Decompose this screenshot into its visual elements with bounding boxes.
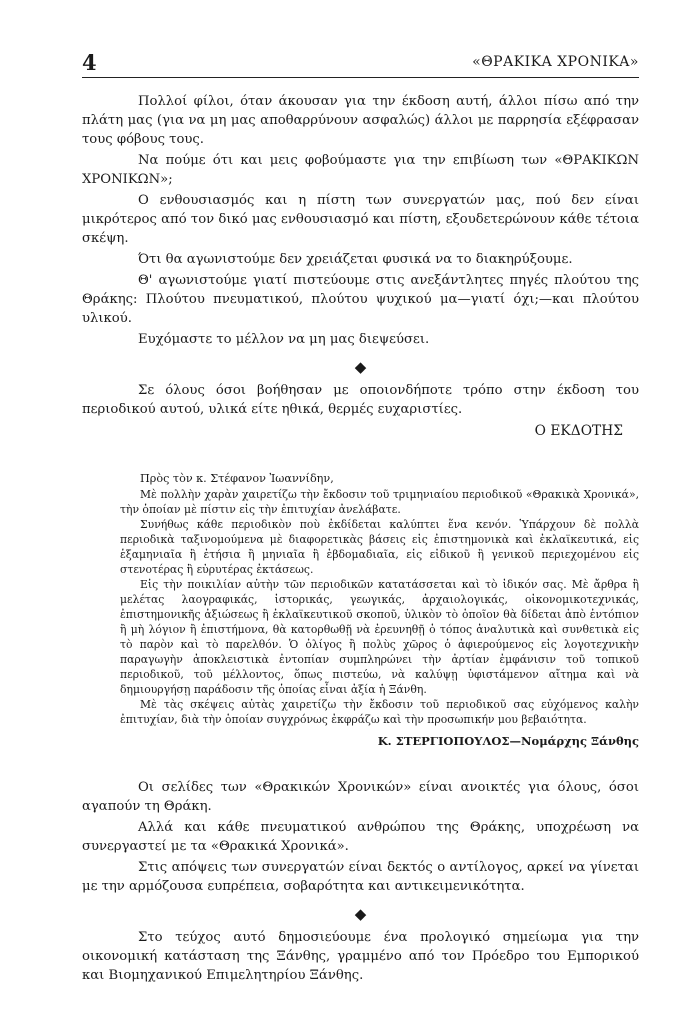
intro-paragraph: Πολλοί φίλοι, όταν άκουσαν για την έκδοση αυτή, άλλοι πίσω από την πλάτη μας (για να μη μας αποθαρρύνουν ασφαλώς) άλλοι με παρρησία εξέφρασαν τους φόβους τους. — [82, 94, 639, 147]
header-rule — [82, 77, 639, 78]
prefect-letter — [82, 471, 639, 748]
intro-paragraph: Ευχόμαστε το μέλλον να μη μας διεψεύσει. — [138, 332, 430, 347]
closing-paragraph: Στο τεύχος αυτό δημοσιεύουμε ένα προλογικό σημείωμα για την οικονομική κατάσταση της Ξάνθης, γραμμένο από τον Πρόεδρο του Εμπορικού και Βιομηχανικού Επιμελητηρίου Ξάνθης. — [82, 930, 639, 983]
letter-salutation: Πρὸς τὸν κ. Στέφανον Ἰωαννίδην, — [140, 472, 334, 485]
letter-paragraph: Μὲ πολλὴν χαρὰν χαιρετίζω τὴν ἔκδοσιν τοῦ τριμηνιαίου περιοδικοῦ «Θρακικὰ Χρονικά», τὴν ὁποίαν μὲ πίστιν εἰς τὴν ἐπιτυχίαν ἀνελάβατε. — [120, 488, 639, 516]
thanks-paragraph: Σε όλους όσοι βοήθησαν με οποιονδήποτε τρόπο στην έκδοση του περιοδικού αυτού, υλικά είτε ηθικά, θερμές ευχαριστίες. — [82, 383, 639, 417]
running-title: «ΘΡΑΚΙΚΑ ΧΡΟΝΙΚΑ» — [472, 54, 639, 70]
intro-paragraph: Ότι θα αγωνιστούμε δεν χρειάζεται φυσικά να το διακηρύξουμε. — [138, 252, 573, 267]
outro-paragraph: Οι σελίδες των «Θρακικών Χρονικών» είναι ανοικτές για όλους, όσοι αγαπούν τη Θράκη. — [82, 780, 639, 814]
letter-signer: Κ. ΣΤΕΡΓΙΟΠΟΥΛΟΣ—Νομάρχης Ξάνθης — [377, 734, 639, 748]
diamond-divider-icon: ◆ — [354, 358, 367, 376]
intro-paragraph: Να πούμε ότι και μεις φοβούμαστε για την επιβίωση των «ΘΡΑΚΙΚΩΝ ΧΡΟΝΙΚΩΝ»; — [82, 153, 639, 187]
page-number: 4 — [82, 50, 97, 75]
letter-paragraph: Εἰς τὴν ποικιλίαν αὐτὴν τῶν περιοδικῶν κατατάσσεται καὶ τὸ ἰδικόν σας. Μὲ ἄρθρα ἢ μελέτας λαογραφικάς, ἱστορικάς, γεωγικάς, ἀρχαιολογικάς, οἰκονομικοτεχνικάς, ἐπιστημονικῆς ἀξιώσεως ἢ ἐκλαϊκευτικοῦ σκοποῦ, ὑλικὸν τὸ ὁποῖον θὰ δίδεται ἀπὸ ἐντόπιον ἢ μὴ λόγιον ἢ ἐπιστήμονα, θὰ κατορθωθῇ νὰ ἐρευνηθῇ ὁ τόπος ἀναλυτικὰ καὶ συνθετικὰ εἰς τὸ παρὸν καὶ τὸ παρελθόν. Ὁ ὀλίγος ἢ πολὺς χῶρος ὁ ἀφιερούμενος εἰς λογοτεχνικὴν παραγωγὴν ἀποκλειστικὰ ἐντοπίαν συμπληρώνει τὴν ἀρτίαν ἐμφάνισιν τοῦ τοπικοῦ περιοδικοῦ, τοῦ μέλλοντος, ὅπως πιστεύω, νὰ καλύψῃ ὑφιστάμενον αἴτημα καὶ νὰ δημιουργήσῃ παράδοσιν τῆς ὁποίας εἶναι ἀξία ἡ Ξάνθη. — [120, 578, 639, 696]
outro-section — [82, 778, 639, 985]
letter-paragraph: Μὲ τὰς σκέψεις αὐτὰς χαιρετίζω τὴν ἔκδοσιν τοῦ περιοδικοῦ σας εὐχόμενος καλὴν ἐπιτυχίαν, διὰ τὴν ὁποίαν συγχρόνως ἐκφράζω καὶ τὴν προσωπικήν μου βεβαιότητα. — [120, 698, 639, 726]
intro-section — [82, 92, 639, 439]
intro-paragraph: Θ' αγωνιστούμε γιατί πιστεύουμε στις ανεξάντλητες πηγές πλούτου της Θράκης: Πλούτου πνευματικού, πλούτου ψυχικού μα—γιατί όχι;—και πλούτου υλικού. — [82, 273, 639, 326]
editor-signature: Ο ΕΚΔΟΤΗΣ — [534, 423, 623, 439]
page-body — [82, 92, 639, 985]
letter-paragraph: Συνήθως κάθε περιοδικὸν ποὺ ἐκδίδεται καλύπτει ἕνα κενόν. Ὑπάρχουν δὲ πολλὰ περιοδικὰ ταξινομούμενα μὲ διαφορετικὰς βάσεις εἰς ἐπιστημονικὰ καὶ ἐκλαϊκευτικά, εἰς ἑξαμηνιαῖα ἢ ἐτήσια ἢ μηνιαῖα ἢ ἑβδομαδιαῖα, εἰς εἰδικοῦ ἢ γενικοῦ περιεχομένου εἰς στενοτέρας ἢ εὐρυτέρας ἐκτάσεως. — [120, 518, 639, 576]
intro-paragraph: Ο ενθουσιασμός και η πίστη των συνεργατών μας, πού δεν είναι μικρότερος από τον δικό μας ενθουσιασμό και πίστη, εξουδετερώνουν κάθε τέτοια σκέψη. — [82, 193, 639, 246]
diamond-divider-icon: ◆ — [354, 905, 367, 923]
outro-paragraph: Αλλά και κάθε πνευματικού ανθρώπου της Θράκης, υποχρέωση να συνεργαστεί με τα «Θρακικά Χρονικά». — [82, 820, 639, 854]
outro-paragraph: Στις απόψεις των συνεργατών είναι δεκτός ο αντίλογος, αρκεί να γίνεται με την αρμόζουσα ευπρέπεια, σοβαρότητα και αντικειμενικότητα. — [82, 860, 639, 894]
